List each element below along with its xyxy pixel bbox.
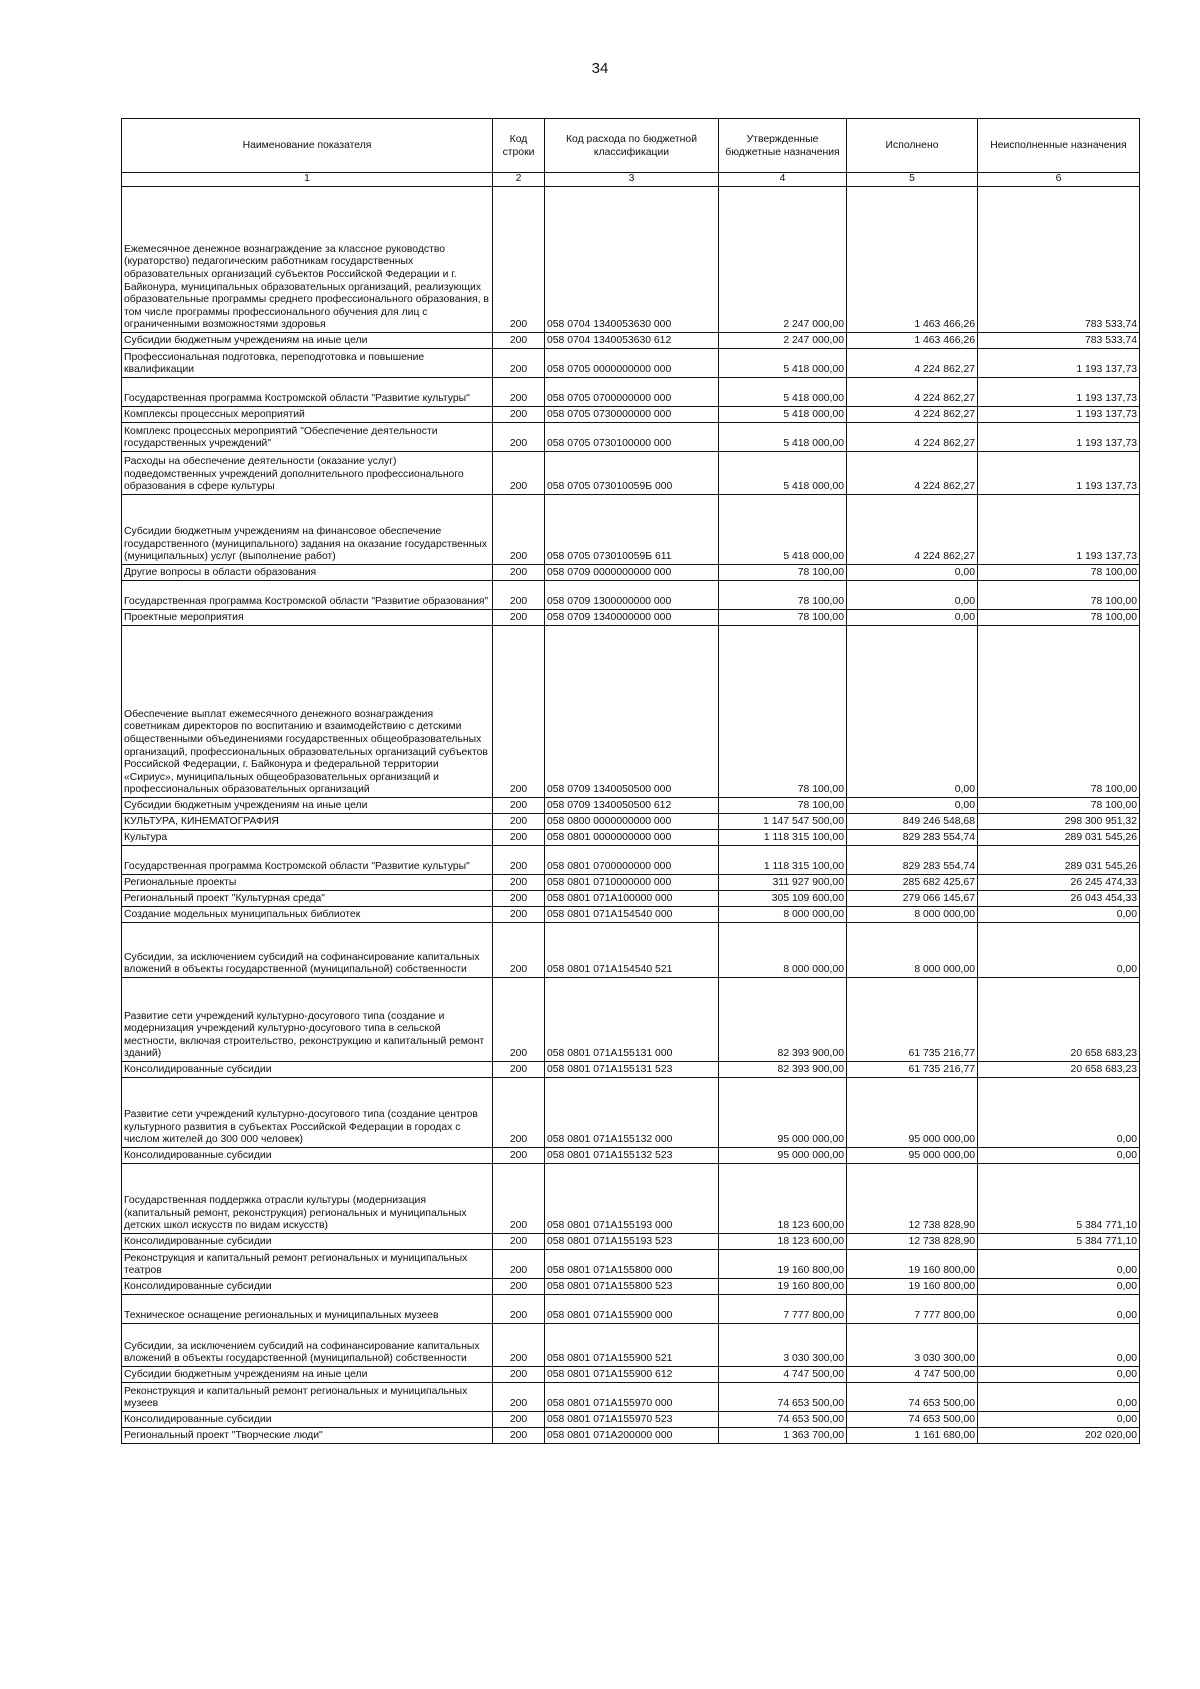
row-line-code-cell: 200	[493, 1324, 545, 1367]
row-name-cell: Комплексы процессных мероприятий	[122, 407, 493, 423]
row-line-code-cell: 200	[493, 1234, 545, 1250]
row-executed-cell: 285 682 425,67	[847, 875, 978, 891]
row-approved-cell: 78 100,00	[719, 565, 847, 581]
row-name-cell: Другие вопросы в области образования	[122, 565, 493, 581]
row-line-code-cell: 200	[493, 1295, 545, 1324]
row-approved-cell: 8 000 000,00	[719, 907, 847, 923]
row-approved-cell: 82 393 900,00	[719, 978, 847, 1062]
row-name-cell: Субсидии бюджетным учреждениям на иные цели	[122, 1367, 493, 1383]
row-executed-cell: 74 653 500,00	[847, 1412, 978, 1428]
row-executed-cell: 1 463 466,26	[847, 333, 978, 349]
row-budget-code-cell: 058 0801 071A155131 000	[545, 978, 719, 1062]
row-line-code-cell: 200	[493, 1279, 545, 1295]
row-executed-cell: 4 224 862,27	[847, 407, 978, 423]
row-budget-code-cell: 058 0801 071A155132 523	[545, 1148, 719, 1164]
header-budget-code: Код расхода по бюджетной классификации	[545, 119, 719, 173]
row-executed-cell: 0,00	[847, 581, 978, 610]
row-budget-code-cell: 058 0801 071A155900 612	[545, 1367, 719, 1383]
row-executed-cell: 8 000 000,00	[847, 907, 978, 923]
row-approved-cell: 3 030 300,00	[719, 1324, 847, 1367]
table-row	[122, 333, 1140, 349]
row-approved-cell: 95 000 000,00	[719, 1078, 847, 1148]
row-approved-cell: 5 418 000,00	[719, 378, 847, 407]
row-line-code-cell: 200	[493, 187, 545, 333]
row-unexecuted-cell: 1 193 137,73	[978, 423, 1140, 452]
row-approved-cell: 19 160 800,00	[719, 1250, 847, 1279]
column-number: 6	[978, 173, 1140, 187]
row-executed-cell: 849 246 548,68	[847, 814, 978, 830]
row-line-code-cell: 200	[493, 1250, 545, 1279]
row-budget-code-cell: 058 0709 0000000000 000	[545, 565, 719, 581]
table-row	[122, 1279, 1140, 1295]
row-line-code-cell: 200	[493, 495, 545, 565]
row-name-cell: Обеспечение выплат ежемесячного денежного вознаграждения советникам директоров по воспитанию и взаимодействию с детскими общественными объединениями государственных общеобразовательных организаций, профессиональных образовательных организаций субъектов Российской Федерации, г. Байконура и федеральной территории «Сириус», муниципальных общеобразовательных организаций и профессиональных образовательных организаций	[122, 626, 493, 798]
table-header-row	[122, 119, 1140, 173]
row-budget-code-cell: 058 0801 071A155193 000	[545, 1164, 719, 1234]
row-line-code-cell: 200	[493, 1164, 545, 1234]
row-executed-cell: 279 066 145,67	[847, 891, 978, 907]
row-budget-code-cell: 058 0705 0730000000 000	[545, 407, 719, 423]
row-name-cell: Субсидии, за исключением субсидий на софинансирование капитальных вложений в объекты государственной (муниципальной) собственности	[122, 923, 493, 978]
row-unexecuted-cell: 78 100,00	[978, 610, 1140, 626]
row-approved-cell: 305 109 600,00	[719, 891, 847, 907]
row-name-cell: Ежемесячное денежное вознаграждение за классное руководство (кураторство) педагогическим работникам государственных образовательных организаций субъектов Российской Федерации и г. Байконура, муниципальных образовательных организаций, реализующих образовательные программы среднего профессионального образования, в том числе программы профессионального обучения для лиц с ограниченными возможностями здоровья	[122, 187, 493, 333]
table-row	[122, 1367, 1140, 1383]
table-row	[122, 452, 1140, 495]
row-unexecuted-cell: 0,00	[978, 1412, 1140, 1428]
row-approved-cell: 18 123 600,00	[719, 1234, 847, 1250]
budget-execution-table	[121, 118, 1140, 1444]
row-approved-cell: 5 418 000,00	[719, 407, 847, 423]
table-row	[122, 1234, 1140, 1250]
row-line-code-cell: 200	[493, 1428, 545, 1444]
row-budget-code-cell: 058 0801 071A100000 000	[545, 891, 719, 907]
row-unexecuted-cell: 20 658 683,23	[978, 978, 1140, 1062]
row-approved-cell: 5 418 000,00	[719, 423, 847, 452]
row-executed-cell: 829 283 554,74	[847, 846, 978, 875]
table-row	[122, 1412, 1140, 1428]
row-budget-code-cell: 058 0801 071A155900 521	[545, 1324, 719, 1367]
row-budget-code-cell: 058 0705 073010059Б 000	[545, 452, 719, 495]
row-budget-code-cell: 058 0704 1340053630 612	[545, 333, 719, 349]
row-budget-code-cell: 058 0801 0710000000 000	[545, 875, 719, 891]
table-row	[122, 1428, 1140, 1444]
row-executed-cell: 95 000 000,00	[847, 1078, 978, 1148]
row-approved-cell: 5 418 000,00	[719, 495, 847, 565]
row-name-cell: Профессиональная подготовка, переподготовка и повышение квалификации	[122, 349, 493, 378]
column-number: 3	[545, 173, 719, 187]
row-unexecuted-cell: 289 031 545,26	[978, 830, 1140, 846]
header-executed: Исполнено	[847, 119, 978, 173]
row-budget-code-cell: 058 0801 071A154540 521	[545, 923, 719, 978]
row-approved-cell: 78 100,00	[719, 581, 847, 610]
row-executed-cell: 74 653 500,00	[847, 1383, 978, 1412]
row-approved-cell: 74 653 500,00	[719, 1383, 847, 1412]
row-name-cell: Региональный проект "Культурная среда"	[122, 891, 493, 907]
row-approved-cell: 78 100,00	[719, 610, 847, 626]
table-row	[122, 495, 1140, 565]
row-executed-cell: 12 738 828,90	[847, 1234, 978, 1250]
row-executed-cell: 4 224 862,27	[847, 349, 978, 378]
row-name-cell: КУЛЬТУРА, КИНЕМАТОГРАФИЯ	[122, 814, 493, 830]
table-row	[122, 907, 1140, 923]
table-row	[122, 565, 1140, 581]
table-body	[122, 187, 1140, 1444]
row-executed-cell: 19 160 800,00	[847, 1279, 978, 1295]
row-approved-cell: 5 418 000,00	[719, 452, 847, 495]
row-unexecuted-cell: 202 020,00	[978, 1428, 1140, 1444]
row-name-cell: Проектные мероприятия	[122, 610, 493, 626]
row-approved-cell: 78 100,00	[719, 798, 847, 814]
row-line-code-cell: 200	[493, 565, 545, 581]
row-name-cell: Развитие сети учреждений культурно-досугового типа (создание и модернизация учреждений культурно-досугового типа в сельской местности, включая строительство, реконструкцию и капитальный ремонт зданий)	[122, 978, 493, 1062]
column-number: 1	[122, 173, 493, 187]
row-approved-cell: 7 777 800,00	[719, 1295, 847, 1324]
row-executed-cell: 0,00	[847, 610, 978, 626]
row-unexecuted-cell: 1 193 137,73	[978, 378, 1140, 407]
row-line-code-cell: 200	[493, 875, 545, 891]
row-name-cell: Региональный проект "Творческие люди"	[122, 1428, 493, 1444]
row-name-cell: Развитие сети учреждений культурно-досугового типа (создание центров культурного развития в субъектах Российской Федерации в городах с числом жителей до 300 000 человек)	[122, 1078, 493, 1148]
row-line-code-cell: 200	[493, 814, 545, 830]
row-executed-cell: 829 283 554,74	[847, 830, 978, 846]
row-unexecuted-cell: 78 100,00	[978, 565, 1140, 581]
row-budget-code-cell: 058 0709 1300000000 000	[545, 581, 719, 610]
row-name-cell: Создание модельных муниципальных библиотек	[122, 907, 493, 923]
row-unexecuted-cell: 0,00	[978, 1383, 1140, 1412]
row-name-cell: Региональные проекты	[122, 875, 493, 891]
row-unexecuted-cell: 78 100,00	[978, 798, 1140, 814]
row-unexecuted-cell: 0,00	[978, 1279, 1140, 1295]
row-line-code-cell: 200	[493, 1148, 545, 1164]
row-budget-code-cell: 058 0709 1340000000 000	[545, 610, 719, 626]
row-approved-cell: 95 000 000,00	[719, 1148, 847, 1164]
row-unexecuted-cell: 5 384 771,10	[978, 1164, 1140, 1234]
row-executed-cell: 95 000 000,00	[847, 1148, 978, 1164]
row-approved-cell: 2 247 000,00	[719, 333, 847, 349]
row-unexecuted-cell: 20 658 683,23	[978, 1062, 1140, 1078]
row-unexecuted-cell: 1 193 137,73	[978, 349, 1140, 378]
row-line-code-cell: 200	[493, 626, 545, 798]
row-line-code-cell: 200	[493, 907, 545, 923]
row-executed-cell: 12 738 828,90	[847, 1164, 978, 1234]
row-budget-code-cell: 058 0801 071A155900 000	[545, 1295, 719, 1324]
table-row	[122, 1383, 1140, 1412]
table-row	[122, 846, 1140, 875]
row-line-code-cell: 200	[493, 798, 545, 814]
row-approved-cell: 82 393 900,00	[719, 1062, 847, 1078]
row-executed-cell: 4 224 862,27	[847, 452, 978, 495]
column-number: 5	[847, 173, 978, 187]
row-executed-cell: 4 224 862,27	[847, 423, 978, 452]
row-name-cell: Расходы на обеспечение деятельности (оказание услуг) подведомственных учреждений дополнительного профессионального образования в сфере культуры	[122, 452, 493, 495]
row-executed-cell: 19 160 800,00	[847, 1250, 978, 1279]
row-executed-cell: 4 747 500,00	[847, 1367, 978, 1383]
row-name-cell: Государственная программа Костромской области "Развитие культуры"	[122, 846, 493, 875]
row-unexecuted-cell: 0,00	[978, 1078, 1140, 1148]
row-line-code-cell: 200	[493, 423, 545, 452]
table-row	[122, 1078, 1140, 1148]
row-unexecuted-cell: 26 043 454,33	[978, 891, 1140, 907]
row-line-code-cell: 200	[493, 378, 545, 407]
row-budget-code-cell: 058 0705 0000000000 000	[545, 349, 719, 378]
row-budget-code-cell: 058 0801 071A155970 000	[545, 1383, 719, 1412]
row-approved-cell: 19 160 800,00	[719, 1279, 847, 1295]
row-unexecuted-cell: 783 533,74	[978, 333, 1140, 349]
row-unexecuted-cell: 1 193 137,73	[978, 495, 1140, 565]
row-name-cell: Субсидии, за исключением субсидий на софинансирование капитальных вложений в объекты государственной (муниципальной) собственности	[122, 1324, 493, 1367]
row-line-code-cell: 200	[493, 407, 545, 423]
row-line-code-cell: 200	[493, 978, 545, 1062]
page-number: 34	[591, 60, 609, 77]
row-name-cell: Консолидированные субсидии	[122, 1148, 493, 1164]
header-name: Наименование показателя	[122, 119, 493, 173]
table-row	[122, 1062, 1140, 1078]
row-unexecuted-cell: 0,00	[978, 1148, 1140, 1164]
row-budget-code-cell: 058 0801 071A154540 000	[545, 907, 719, 923]
row-executed-cell: 61 735 216,77	[847, 978, 978, 1062]
row-executed-cell: 1 463 466,26	[847, 187, 978, 333]
row-name-cell: Государственная поддержка отрасли культуры (модернизация (капитальный ремонт, реконструкция) региональных и муниципальных детских школ искусств по видам искусств)	[122, 1164, 493, 1234]
table-row	[122, 626, 1140, 798]
row-unexecuted-cell: 78 100,00	[978, 626, 1140, 798]
row-name-cell: Консолидированные субсидии	[122, 1062, 493, 1078]
table-row	[122, 875, 1140, 891]
row-name-cell: Субсидии бюджетным учреждениям на иные цели	[122, 798, 493, 814]
row-executed-cell: 0,00	[847, 565, 978, 581]
row-line-code-cell: 200	[493, 1367, 545, 1383]
table-row	[122, 610, 1140, 626]
row-line-code-cell: 200	[493, 1383, 545, 1412]
table-row	[122, 830, 1140, 846]
row-budget-code-cell: 058 0709 1340050500 000	[545, 626, 719, 798]
row-name-cell: Культура	[122, 830, 493, 846]
row-unexecuted-cell: 0,00	[978, 1295, 1140, 1324]
row-approved-cell: 74 653 500,00	[719, 1412, 847, 1428]
row-unexecuted-cell: 26 245 474,33	[978, 875, 1140, 891]
row-line-code-cell: 200	[493, 1078, 545, 1148]
row-executed-cell: 61 735 216,77	[847, 1062, 978, 1078]
row-budget-code-cell: 058 0801 0700000000 000	[545, 846, 719, 875]
row-budget-code-cell: 058 0801 071A155800 000	[545, 1250, 719, 1279]
row-budget-code-cell: 058 0801 071A155131 523	[545, 1062, 719, 1078]
table-row	[122, 798, 1140, 814]
table-row	[122, 1324, 1140, 1367]
row-executed-cell: 4 224 862,27	[847, 495, 978, 565]
row-name-cell: Консолидированные субсидии	[122, 1279, 493, 1295]
column-number: 4	[719, 173, 847, 187]
row-name-cell: Консолидированные субсидии	[122, 1234, 493, 1250]
row-budget-code-cell: 058 0705 0730100000 000	[545, 423, 719, 452]
table-row	[122, 187, 1140, 333]
row-approved-cell: 1 147 547 500,00	[719, 814, 847, 830]
header-approved: Утвержденные бюджетные назначения	[719, 119, 847, 173]
row-line-code-cell: 200	[493, 891, 545, 907]
row-name-cell: Техническое оснащение региональных и муниципальных музеев	[122, 1295, 493, 1324]
row-unexecuted-cell: 0,00	[978, 1324, 1140, 1367]
row-name-cell: Государственная программа Костромской области "Развитие образования"	[122, 581, 493, 610]
column-number-row	[122, 173, 1140, 187]
table-row	[122, 923, 1140, 978]
row-budget-code-cell: 058 0801 071A155193 523	[545, 1234, 719, 1250]
row-unexecuted-cell: 298 300 951,32	[978, 814, 1140, 830]
table-row	[122, 581, 1140, 610]
row-unexecuted-cell: 1 193 137,73	[978, 452, 1140, 495]
header-unexecuted: Неисполненные назначения	[978, 119, 1140, 173]
row-line-code-cell: 200	[493, 452, 545, 495]
row-name-cell: Субсидии бюджетным учреждениям на иные цели	[122, 333, 493, 349]
row-budget-code-cell: 058 0705 073010059Б 611	[545, 495, 719, 565]
table-row	[122, 891, 1140, 907]
row-approved-cell: 1 118 315 100,00	[719, 846, 847, 875]
row-executed-cell: 0,00	[847, 798, 978, 814]
row-name-cell: Государственная программа Костромской области "Развитие культуры"	[122, 378, 493, 407]
row-approved-cell: 18 123 600,00	[719, 1164, 847, 1234]
row-approved-cell: 1 118 315 100,00	[719, 830, 847, 846]
row-unexecuted-cell: 0,00	[978, 923, 1140, 978]
row-approved-cell: 78 100,00	[719, 626, 847, 798]
row-unexecuted-cell: 0,00	[978, 1250, 1140, 1279]
table-row	[122, 1148, 1140, 1164]
row-unexecuted-cell: 783 533,74	[978, 187, 1140, 333]
row-line-code-cell: 200	[493, 1062, 545, 1078]
column-number: 2	[493, 173, 545, 187]
row-approved-cell: 1 363 700,00	[719, 1428, 847, 1444]
row-unexecuted-cell: 0,00	[978, 907, 1140, 923]
row-name-cell: Консолидированные субсидии	[122, 1412, 493, 1428]
row-budget-code-cell: 058 0801 071A155132 000	[545, 1078, 719, 1148]
row-budget-code-cell: 058 0801 071A155970 523	[545, 1412, 719, 1428]
row-line-code-cell: 200	[493, 610, 545, 626]
table-row	[122, 1295, 1140, 1324]
row-executed-cell: 4 224 862,27	[847, 378, 978, 407]
row-approved-cell: 5 418 000,00	[719, 349, 847, 378]
row-executed-cell: 7 777 800,00	[847, 1295, 978, 1324]
row-approved-cell: 311 927 900,00	[719, 875, 847, 891]
row-executed-cell: 8 000 000,00	[847, 923, 978, 978]
row-unexecuted-cell: 78 100,00	[978, 581, 1140, 610]
row-budget-code-cell: 058 0709 1340050500 612	[545, 798, 719, 814]
table-row	[122, 349, 1140, 378]
row-unexecuted-cell: 5 384 771,10	[978, 1234, 1140, 1250]
row-line-code-cell: 200	[493, 830, 545, 846]
table-row	[122, 378, 1140, 407]
row-name-cell: Реконструкция и капитальный ремонт региональных и муниципальных музеев	[122, 1383, 493, 1412]
row-line-code-cell: 200	[493, 1412, 545, 1428]
row-approved-cell: 2 247 000,00	[719, 187, 847, 333]
row-unexecuted-cell: 0,00	[978, 1367, 1140, 1383]
table-row	[122, 407, 1140, 423]
header-line-code: Код строки	[493, 119, 545, 173]
row-budget-code-cell: 058 0801 071A155800 523	[545, 1279, 719, 1295]
table-row	[122, 1164, 1140, 1234]
table-row	[122, 978, 1140, 1062]
row-executed-cell: 1 161 680,00	[847, 1428, 978, 1444]
row-approved-cell: 4 747 500,00	[719, 1367, 847, 1383]
row-budget-code-cell: 058 0705 0700000000 000	[545, 378, 719, 407]
row-line-code-cell: 200	[493, 333, 545, 349]
row-budget-code-cell: 058 0800 0000000000 000	[545, 814, 719, 830]
row-executed-cell: 3 030 300,00	[847, 1324, 978, 1367]
row-name-cell: Реконструкция и капитальный ремонт региональных и муниципальных театров	[122, 1250, 493, 1279]
row-budget-code-cell: 058 0801 0000000000 000	[545, 830, 719, 846]
row-approved-cell: 8 000 000,00	[719, 923, 847, 978]
row-executed-cell: 0,00	[847, 626, 978, 798]
row-line-code-cell: 200	[493, 581, 545, 610]
row-name-cell: Комплекс процессных мероприятий "Обеспечение деятельности государственных учреждений"	[122, 423, 493, 452]
row-unexecuted-cell: 1 193 137,73	[978, 407, 1140, 423]
row-name-cell: Субсидии бюджетным учреждениям на финансовое обеспечение государственного (муниципального) задания на оказание государственных (муниципальных) услуг (выполнение работ)	[122, 495, 493, 565]
row-line-code-cell: 200	[493, 846, 545, 875]
row-unexecuted-cell: 289 031 545,26	[978, 846, 1140, 875]
table-row	[122, 423, 1140, 452]
row-budget-code-cell: 058 0801 071A200000 000	[545, 1428, 719, 1444]
row-line-code-cell: 200	[493, 923, 545, 978]
row-line-code-cell: 200	[493, 349, 545, 378]
row-budget-code-cell: 058 0704 1340053630 000	[545, 187, 719, 333]
table-row	[122, 1250, 1140, 1279]
table-row	[122, 814, 1140, 830]
